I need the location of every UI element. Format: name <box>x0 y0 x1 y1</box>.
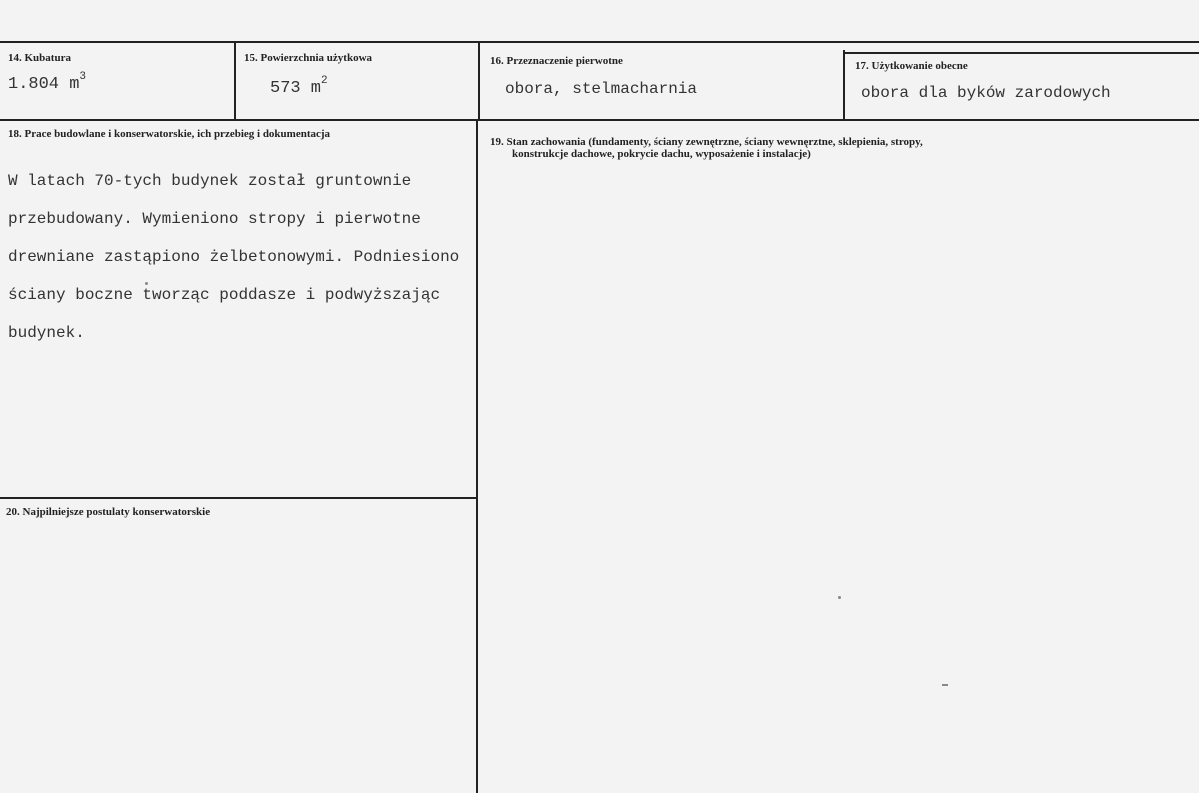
powierzchnia-exponent: 2 <box>321 75 328 87</box>
prace-line-1: W latach 70-tych budynek został gruntownie <box>8 172 412 190</box>
scan-speck <box>145 282 148 285</box>
prace-line-5: budynek. <box>8 324 85 342</box>
kubatura-value: 1.804 $m^3$ <box>8 71 87 94</box>
powierzchnia-value: 573 $m^2$ <box>270 75 328 98</box>
prace-line-3: drewniane zastąpiono żelbetonowymi. Podniesiono <box>8 248 460 266</box>
prace-line-2: przebudowany. Wymieniono stropy i pierwotne <box>8 210 421 228</box>
uzytkowanie-label: 17. Użytkowanie obecne <box>855 60 968 72</box>
row1-bottom-border <box>0 119 1199 121</box>
f17-top-border <box>843 52 1199 54</box>
scan-speck <box>942 684 948 686</box>
divider-14-15 <box>234 43 236 119</box>
przeznaczenie-value: obora, stelmacharnia <box>505 80 698 98</box>
powierzchnia-label: 15. Powierzchnia użytkowa <box>244 52 373 64</box>
scan-speck <box>838 596 841 599</box>
divider-16-17 <box>843 50 845 119</box>
top-border <box>0 41 1199 43</box>
przeznaczenie-label: 16. Przeznaczenie pierwotne <box>490 55 623 67</box>
postulaty-label: 20. Najpilniejsze postulaty konserwatorskie <box>6 506 211 518</box>
stan-label-line1: 19. Stan zachowania (fundamenty, ściany zewnętrzne, ściany wewnęrztne, sklepienia, stropy, <box>490 136 923 148</box>
prace-text <box>8 153 508 362</box>
prace-line-4: ściany boczne tworząc poddasze i podwyższając <box>8 286 441 304</box>
prace-label: 18. Prace budowlane i konserwatorskie, ich przebieg i dokumentacja <box>8 128 331 140</box>
kubatura-exponent: 3 <box>79 71 87 83</box>
stan-label-line2: konstrukcje dachowe, pokrycie dachu, wyposażenie i instalacje) <box>512 148 811 160</box>
kubatura-label: 14. Kubatura <box>8 52 71 64</box>
uzytkowanie-value: obora dla byków zarodowych <box>861 84 1111 102</box>
divider-15-16 <box>478 43 480 119</box>
f20-top-border <box>0 497 476 499</box>
